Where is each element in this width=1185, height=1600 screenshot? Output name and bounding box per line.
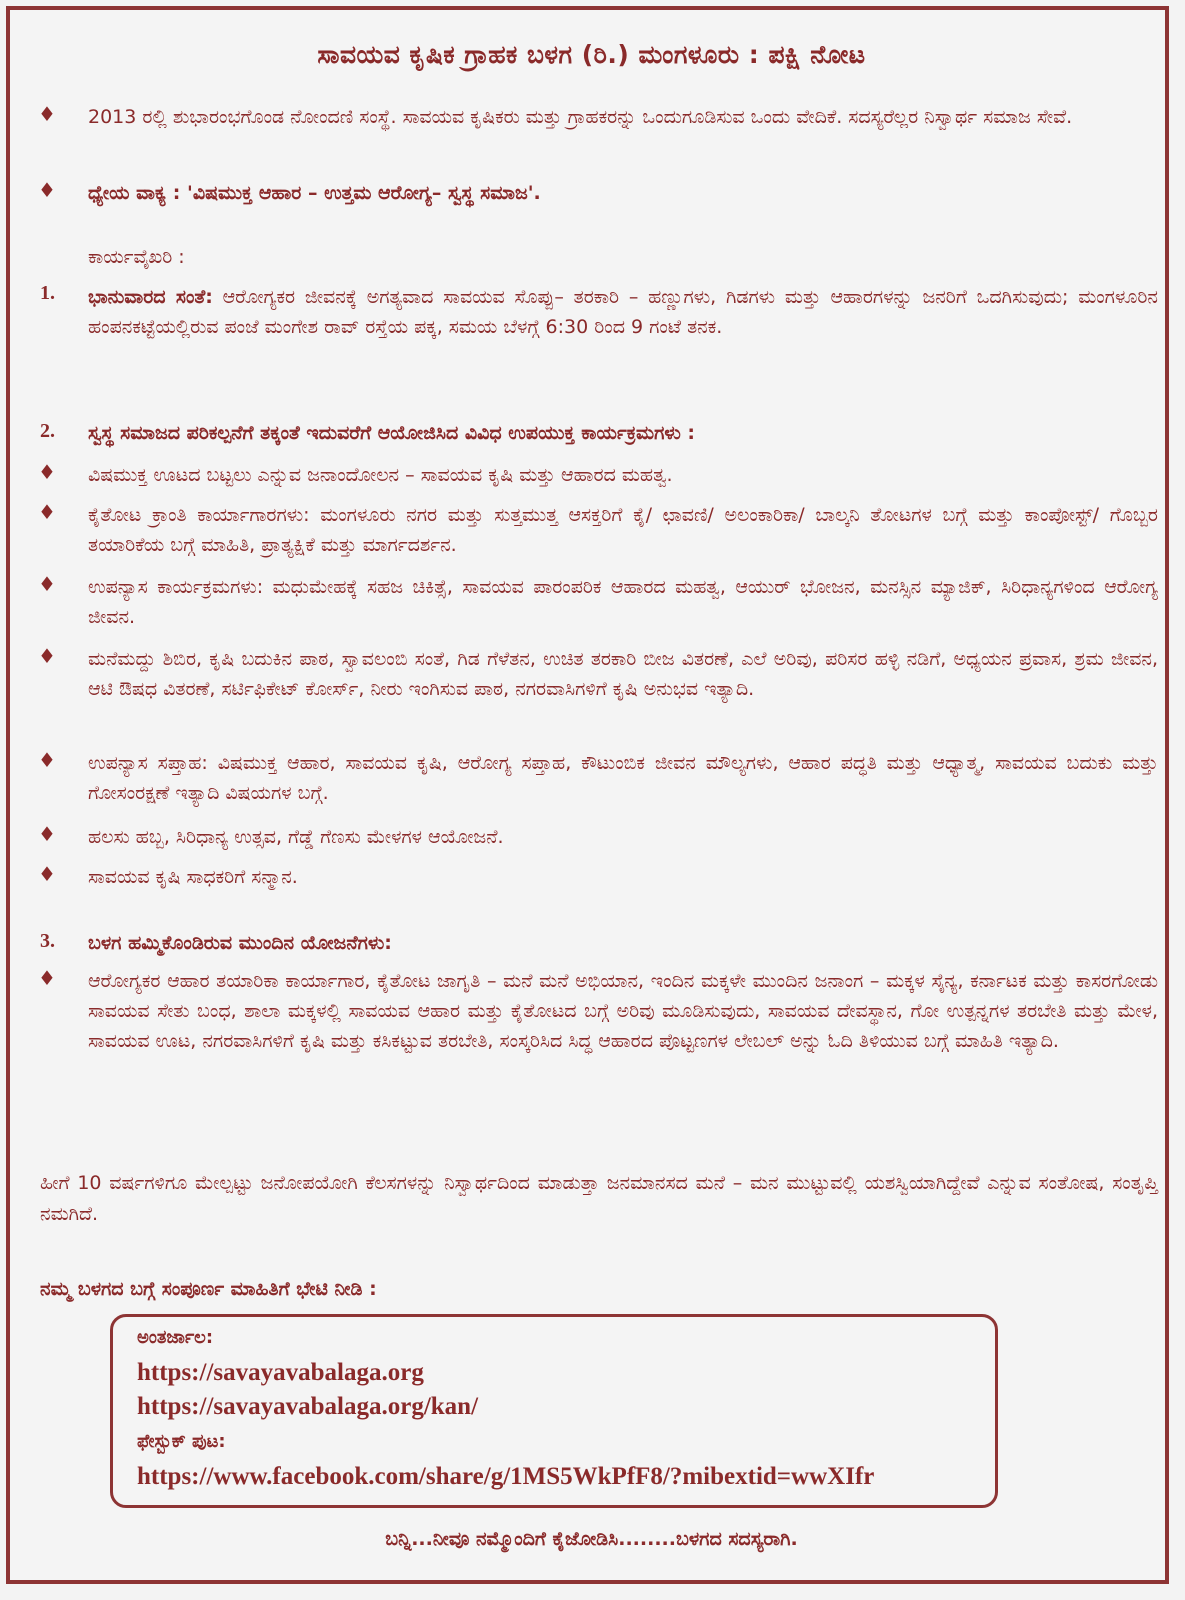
facebook-link[interactable]: https://www.facebook.com/share/g/1MS5WkPfF8/?mibextid=wwXIfr	[137, 1463, 875, 1490]
section-number: 3.	[40, 930, 55, 952]
section-number: 1.	[40, 282, 55, 304]
section-1-body: ಆರೋಗ್ಯಕರ ಜೀವನಕ್ಕೆ ಅಗತ್ಯವಾದ ಸಾವಯವ ಸೊಪ್ಪು– ತರಕಾರಿ – ಹಣ್ಣುಗಳು, ಗಿಡಗಳು ಮತ್ತು ಆಹಾರಗಳನ್ನು ಜನರಿಗೆ ಒದಗಿಸುವುದು; ಮಂಗಳೂರಿನ ಹಂಪನಕಟ್ಟೆಯಲ್ಲಿರುವ ಪಂಜೆ ಮಂಗೇಶ ರಾವ್ ರಸ್ತೆಯ ಪಕ್ಕ, ಸಮಯ ಬೆಳಗ್ಗೆ 6:30 ರಿಂದ 9 ಗಂಟೆ ತನಕ.	[88, 286, 1158, 338]
list-item-text: ವಿಷಮುಕ್ತ ಊಟದ ಬಟ್ಟಲು ಎನ್ನುವ ಜನಾಂದೋಲನ – ಸಾವಯವ ಕೃಷಿ ಮತ್ತು ಆಹಾರದ ಮಹತ್ವ.	[88, 464, 673, 486]
section-1-lead: ಭಾನುವಾರದ ಸಂತೆ:	[88, 286, 213, 308]
diamond-bullet-icon: ♦	[38, 862, 56, 886]
visit-text: ನಮ್ಮ ಬಳಗದ ಬಗ್ಗೆ ಸಂಪೂರ್ಣ ಮಾಹಿತಿಗೆ ಭೇಟಿ ನೀಡಿ :	[40, 1278, 377, 1300]
diamond-bullet-icon: ♦	[38, 102, 56, 126]
activities-heading: ಕಾರ್ಯವೈಖರಿ :	[88, 246, 185, 268]
diamond-bullet-icon: ♦	[38, 460, 56, 484]
diamond-bullet-icon: ♦	[38, 822, 56, 846]
footer-text: ಬನ್ನಿ...ನೀವೂ ನಮ್ಮೊಂದಿಗೆ ಕೈಜೋಡಿಸಿ........ಬಳಗದ ಸದಸ್ಯರಾಗಿ.	[385, 1528, 798, 1550]
diamond-bullet-icon: ♦	[38, 178, 56, 202]
diamond-bullet-icon: ♦	[38, 572, 56, 596]
list-item-text: ಉಪನ್ಯಾಸ ಕಾರ್ಯಕ್ರಮಗಳು: ಮಧುಮೇಹಕ್ಕೆ ಸಹಜ ಚಿಕಿತ್ಸೆ, ಸಾವಯವ ಪಾರಂಪರಿಕ ಆಹಾರದ ಮಹತ್ವ, ಆಯುರ್ ಭೋಜನ, ಮನಸ್ಸಿನ ಮ್ಯಾಜಿಕ್, ಸಿರಿಧಾನ್ಯಗಳಿಂದ ಆರೋಗ್ಯ ಜೀವನ.	[88, 576, 1158, 628]
section-3-heading: ಬಳಗ ಹಮ್ಮಿಕೊಂಡಿರುವ ಮುಂದಿನ ಯೋಜನೆಗಳು:	[88, 932, 392, 954]
intro-text: 2013 ರಲ್ಲಿ ಶುಭಾರಂಭಗೊಂಡ ನೋಂದಣಿ ಸಂಸ್ಥೆ. ಸಾವಯವ ಕೃಷಿಕರು ಮತ್ತು ಗ್ರಾಹಕರನ್ನು ಒಂದುಗೂಡಿಸುವ ಒಂದು ವೇದಿಕೆ. ಸದಸ್ಯರೆಲ್ಲರ ನಿಸ್ವಾರ್ಥ ಸಮಾಜ ಸೇವೆ.	[88, 106, 1073, 128]
closing-paragraph: ಹೀಗೆ 10 ವರ್ಷಗಳಿಗೂ ಮೇಲ್ಪಟ್ಟು ಜನೋಪಯೋಗಿ ಕೆಲಸಗಳನ್ನು ನಿಸ್ವಾರ್ಥದಿಂದ ಮಾಡುತ್ತಾ ಜನಮಾನಸದ ಮನೆ – ಮನ ಮುಟ್ಟುವಲ್ಲಿ ಯಶಸ್ವಿಯಾಗಿದ್ದೇವೆ ಎನ್ನುವ ಸಂತೋಷ, ಸಂತೃಪ್ತಿ ನಮಗಿದೆ.	[40, 1172, 1158, 1225]
section-2-heading: ಸ್ವಸ್ಥ ಸಮಾಜದ ಪರಿಕಲ್ಪನೆಗೆ ತಕ್ಕಂತೆ ಇದುವರೆಗೆ ಆಯೋಜಿಸಿದ ವಿವಿಧ ಉಪಯುಕ್ತ ಕಾರ್ಯಕ್ರಮಗಳು :	[88, 422, 695, 444]
website-kannada-link[interactable]: https://savayavabalaga.org/kan/	[137, 1393, 479, 1420]
internet-label: ಅಂತರ್ಜಾಲ:	[137, 1327, 214, 1348]
links-box	[110, 1314, 998, 1508]
list-item-text: ಉಪನ್ಯಾಸ ಸಪ್ತಾಹ: ವಿಷಮುಕ್ತ ಆಹಾರ, ಸಾವಯವ ಕೃಷಿ, ಆರೋಗ್ಯ ಸಪ್ತಾಹ, ಕೌಟುಂಬಿಕ ಜೀವನ ಮೌಲ್ಯಗಳು, ಆಹಾರ ಪದ್ಧತಿ ಮತ್ತು ಆಧ್ಯಾತ್ಮ, ಸಾವಯವ ಬದುಕು ಮತ್ತು ಗೋಸಂರಕ್ಷಣೆ ಇತ್ಯಾದಿ ವಿಷಯಗಳ ಬಗ್ಗೆ.	[88, 752, 1158, 804]
diamond-bullet-icon: ♦	[38, 500, 56, 524]
section-number: 2.	[40, 420, 55, 442]
diamond-bullet-icon: ♦	[38, 644, 56, 668]
facebook-label: ಫೇಸ್ಬುಕ್ ಪುಟ:	[137, 1431, 226, 1452]
diamond-bullet-icon: ♦	[38, 748, 56, 772]
diamond-bullet-icon: ♦	[38, 966, 56, 990]
list-item-text: ಸಾವಯವ ಕೃಷಿ ಸಾಧಕರಿಗೆ ಸನ್ಮಾನ.	[88, 866, 298, 888]
motto-text: ಧ್ಯೇಯ ವಾಕ್ಯ : 'ವಿಷಮುಕ್ತ ಆಹಾರ – ಉತ್ತಮ ಆರೋಗ್ಯ– ಸ್ವಸ್ಥ ಸಮಾಜ'.	[88, 182, 541, 204]
section-1-text	[88, 282, 1158, 342]
page-title: ಸಾವಯವ ಕೃಷಿಕ ಗ್ರಾಹಕ ಬಳಗ (ರಿ.) ಮಂಗಳೂರು : ಪಕ್ಷಿ ನೋಟ	[317, 40, 866, 69]
list-item-text: ಮನೆಮದ್ದು ಶಿಬಿರ, ಕೃಷಿ ಬದುಕಿನ ಪಾಠ, ಸ್ವಾವಲಂಬಿ ಸಂತೆ, ಗಿಡ ಗೆಳೆತನ, ಉಚಿತ ತರಕಾರಿ ಬೀಜ ವಿತರಣೆ, ಎಲೆ ಅರಿವು, ಪರಿಸರ ಹಳ್ಳಿ ನಡಿಗೆ, ಅಧ್ಯಯನ ಪ್ರವಾಸ, ಶ್ರಮ ಜೀವನ, ಆಟಿ ಔಷಧ ವಿತರಣೆ, ಸರ್ಟಿಫಿಕೇಟ್ ಕೋರ್ಸ್, ನೀರು ಇಂಗಿಸುವ ಪಾಠ, ನಗರವಾಸಿಗಳಿಗೆ ಕೃಷಿ ಅನುಭವ ಇತ್ಯಾದಿ.	[88, 648, 1158, 700]
website-link[interactable]: https://savayavabalaga.org	[137, 1359, 424, 1386]
list-item-text: ಹಲಸು ಹಬ್ಬ, ಸಿರಿಧಾನ್ಯ ಉತ್ಸವ, ಗೆಡ್ಡೆ ಗೆಣಸು ಮೇಳಗಳ ಆಯೋಜನೆ.	[88, 826, 504, 848]
document-frame	[6, 6, 1169, 1584]
list-item-text: ಆರೋಗ್ಯಕರ ಆಹಾರ ತಯಾರಿಕಾ ಕಾರ್ಯಾಗಾರ, ಕೈತೋಟ ಜಾಗೃತಿ – ಮನೆ ಮನೆ ಅಭಿಯಾನ, ಇಂದಿನ ಮಕ್ಕಳೇ ಮುಂದಿನ ಜನಾಂಗ – ಮಕ್ಕಳ ಸೈನ್ಯ, ಕರ್ನಾಟಕ ಮತ್ತು ಕಾಸರಗೋಡು ಸಾವಯವ ಸೇತು ಬಂಧ, ಶಾಲಾ ಮಕ್ಕಳಲ್ಲಿ ಸಾವಯವ ಆಹಾರ ಮತ್ತು ಕೈತೋಟದ ಬಗ್ಗೆ ಅರಿವು ಮೂಡಿಸುವುದು, ಸಾವಯವ ದೇವಸ್ಥಾನ, ಗೋ ಉತ್ಪನ್ನಗಳ ತರಬೇತಿ ಮತ್ತು ಮೇಳ, ಸಾವಯವ ಊಟ, ನಗರವಾಸಿಗಳಿಗೆ ಕೃಷಿ ಮತ್ತು ಕಸಿಕಟ್ಟುವ ತರಬೇತಿ, ಸಂಸ್ಕರಿಸಿದ ಸಿದ್ಧ ಆಹಾರದ ಪೊಟ್ಟಣಗಳ ಲೇಬಲ್ ಅನ್ನು ಓದಿ ತಿಳಿಯುವ ಬಗ್ಗೆ ಮಾಹಿತಿ ಇತ್ಯಾದಿ.	[88, 970, 1158, 1052]
list-item-text: ಕೈತೋಟ ಕ್ರಾಂತಿ ಕಾರ್ಯಾಗಾರಗಳು: ಮಂಗಳೂರು ನಗರ ಮತ್ತು ಸುತ್ತಮುತ್ತ ಆಸಕ್ತರಿಗೆ ಕೈ/ ಛಾವಣಿ/ ಅಲಂಕಾರಿಕಾ/ ಬಾಲ್ಕನಿ ತೋಟಗಳ ಬಗ್ಗೆ ಮತ್ತು ಕಾಂಪೋಸ್ಟ್/ ಗೊಬ್ಬರ ತಯಾರಿಕೆಯ ಬಗ್ಗೆ ಮಾಹಿತಿ, ಪ್ರಾತ್ಯಕ್ಷಿಕೆ ಮತ್ತು ಮಾರ್ಗದರ್ಶನ.	[88, 504, 1158, 556]
